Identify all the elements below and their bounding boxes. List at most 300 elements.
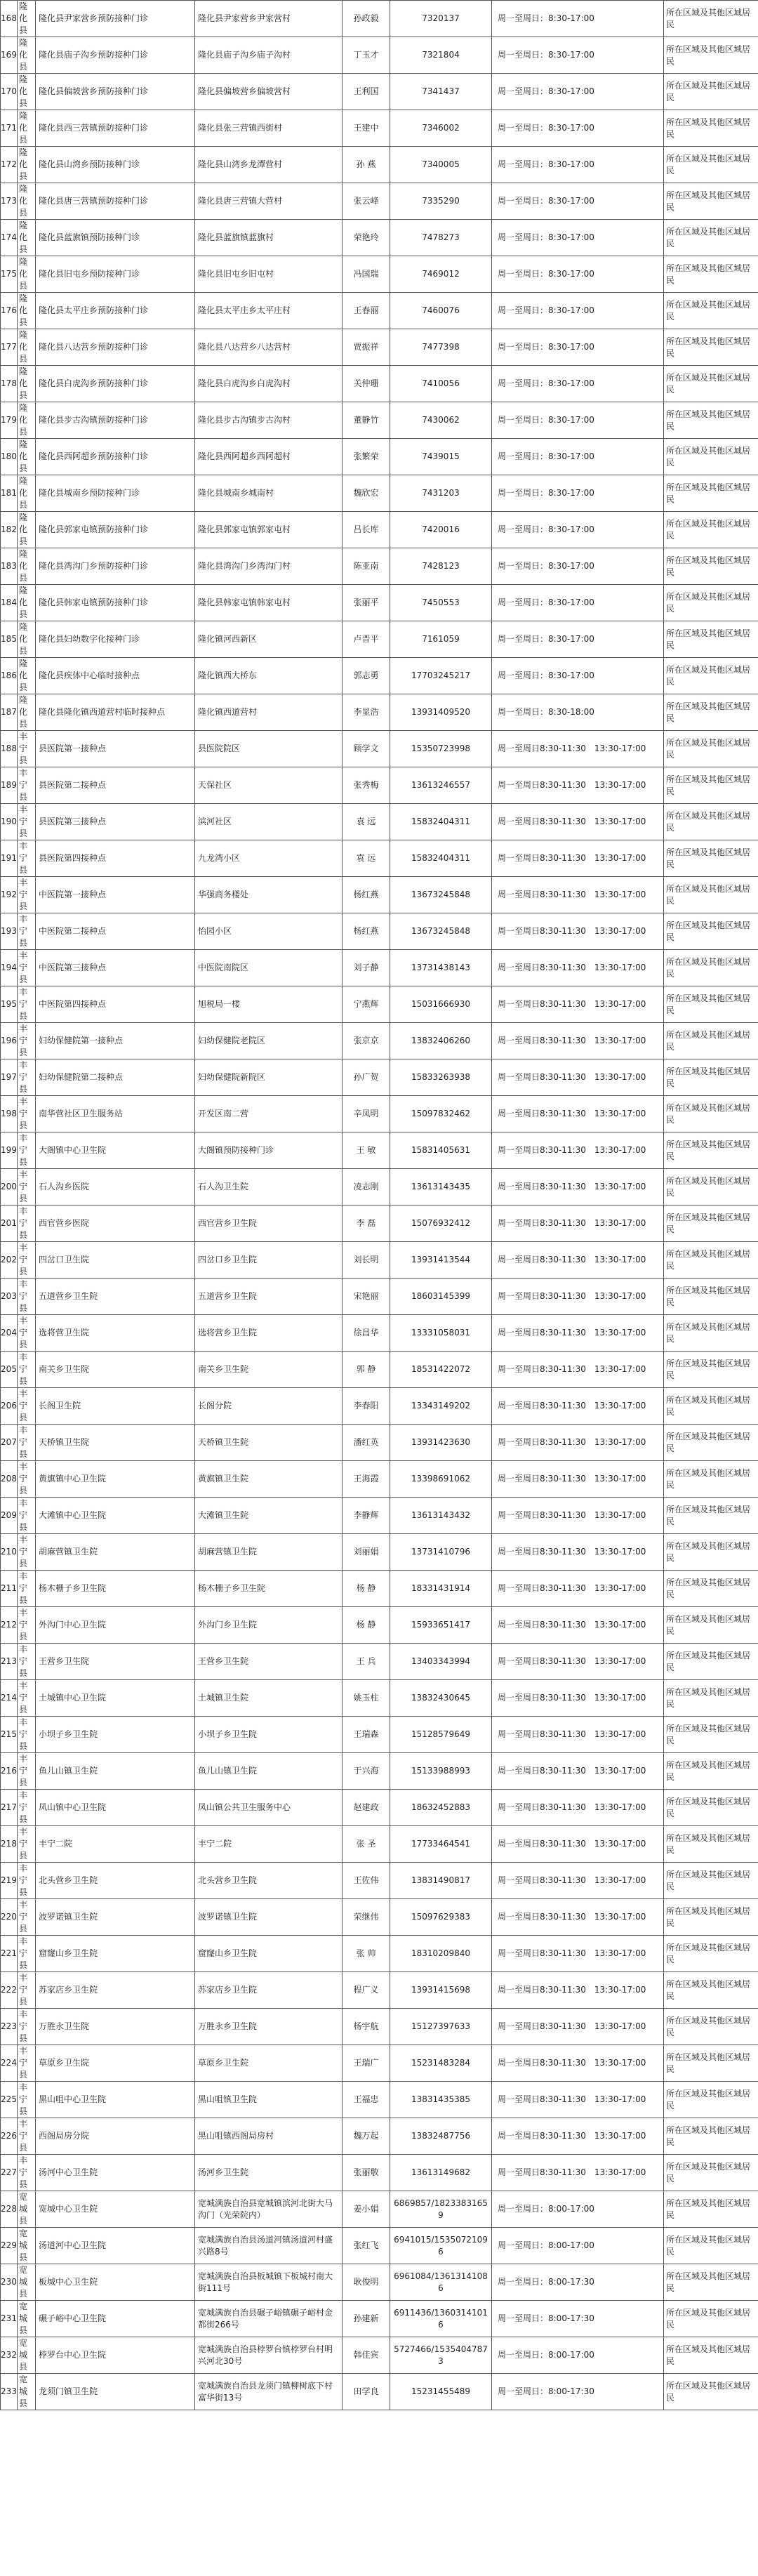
site-name-cell: 中医院第四接种点 bbox=[36, 986, 195, 1023]
contact-person-cell: 王佐伟 bbox=[343, 1863, 390, 1899]
district-cell: 丰宁县 bbox=[18, 1425, 36, 1461]
row-number: 189 bbox=[1, 767, 18, 804]
site-name-cell: 隆化县偏坡营乡预防接种门诊 bbox=[36, 74, 195, 110]
site-name-cell: 汤道河中心卫生院 bbox=[36, 2228, 195, 2264]
site-name-cell: 丰宁二院 bbox=[36, 1826, 195, 1863]
table-row bbox=[1, 658, 758, 694]
table-row bbox=[1, 74, 758, 110]
row-number: 214 bbox=[1, 1680, 18, 1717]
address-cell: 西官营乡卫生院 bbox=[195, 1206, 343, 1242]
site-name-cell: 妇幼保健院第二接种点 bbox=[36, 1059, 195, 1096]
contact-person-cell: 陈亚南 bbox=[343, 548, 390, 585]
district-cell: 丰宁县 bbox=[18, 2118, 36, 2155]
phone-cell: 7477398 bbox=[390, 329, 492, 366]
table-row bbox=[1, 1425, 758, 1461]
row-number: 203 bbox=[1, 1279, 18, 1315]
district-cell: 隆化县 bbox=[18, 74, 36, 110]
contact-person-cell: 王 敏 bbox=[343, 1132, 390, 1169]
row-number: 188 bbox=[1, 731, 18, 767]
contact-person-cell: 刘丽娟 bbox=[343, 1534, 390, 1571]
district-cell: 丰宁县 bbox=[18, 1826, 36, 1863]
service-scope-cell: 所在区域及其他区域居民 bbox=[664, 913, 758, 950]
service-scope-cell: 所在区域及其他区域居民 bbox=[664, 1279, 758, 1315]
district-cell: 隆化县 bbox=[18, 548, 36, 585]
contact-person-cell: 张丽平 bbox=[343, 585, 390, 621]
row-number: 193 bbox=[1, 913, 18, 950]
row-number: 218 bbox=[1, 1826, 18, 1863]
address-cell: 宽城满族自治县宽城镇滨河北街大马沟门（光荣院内） bbox=[195, 2191, 343, 2228]
phone-cell: 15133988993 bbox=[390, 1753, 492, 1790]
address-cell: 隆化县庙子沟乡庙子沟村 bbox=[195, 37, 343, 74]
table-row bbox=[1, 548, 758, 585]
site-name-cell: 苏家店乡卫生院 bbox=[36, 1972, 195, 2009]
service-hours-cell: 周一至周日：8:00-17:30 bbox=[492, 2264, 664, 2301]
phone-cell: 7320137 bbox=[390, 1, 492, 37]
address-cell: 黑山咀镇西阁局房村 bbox=[195, 2118, 343, 2155]
phone-cell: 15231455489 bbox=[390, 2374, 492, 2410]
service-hours-cell: 周一至周日8:30-11:30 13:30-17:00 bbox=[492, 1425, 664, 1461]
site-name-cell: 中医院第一接种点 bbox=[36, 877, 195, 913]
address-cell: 胡麻营镇卫生院 bbox=[195, 1534, 343, 1571]
phone-cell: 13673245848 bbox=[390, 913, 492, 950]
service-hours-cell: 周一至周日：8:30-18:00 bbox=[492, 694, 664, 731]
site-name-cell: 大滩镇中心卫生院 bbox=[36, 1498, 195, 1534]
table-row bbox=[1, 256, 758, 293]
service-hours-cell: 周一至周日8:30-11:30 13:30-17:00 bbox=[492, 986, 664, 1023]
address-cell: 隆化镇西大桥东 bbox=[195, 658, 343, 694]
contact-person-cell: 李静辉 bbox=[343, 1498, 390, 1534]
district-cell: 隆化县 bbox=[18, 402, 36, 439]
contact-person-cell: 孙建新 bbox=[343, 2301, 390, 2337]
address-cell: 隆化县偏坡营乡偏坡营村 bbox=[195, 74, 343, 110]
phone-cell: 18310209840 bbox=[390, 1936, 492, 1972]
row-number: 181 bbox=[1, 475, 18, 512]
address-cell: 开发区南二营 bbox=[195, 1096, 343, 1132]
contact-person-cell: 张云峰 bbox=[343, 183, 390, 220]
address-cell: 凤山镇公共卫生服务中心 bbox=[195, 1790, 343, 1826]
district-cell: 丰宁县 bbox=[18, 2155, 36, 2191]
table-row bbox=[1, 913, 758, 950]
contact-person-cell: 荣继伟 bbox=[343, 1899, 390, 1936]
row-number: 200 bbox=[1, 1169, 18, 1206]
contact-person-cell: 王春丽 bbox=[343, 293, 390, 329]
service-hours-cell: 周一至周日：8:30-17:00 bbox=[492, 402, 664, 439]
table-row bbox=[1, 950, 758, 986]
service-hours-cell: 周一至周日：8:30-17:00 bbox=[492, 256, 664, 293]
row-number: 206 bbox=[1, 1388, 18, 1425]
row-number: 216 bbox=[1, 1753, 18, 1790]
table-row bbox=[1, 110, 758, 147]
table-row bbox=[1, 439, 758, 475]
address-cell: 中医院南院区 bbox=[195, 950, 343, 986]
district-cell: 宽城县 bbox=[18, 2264, 36, 2301]
contact-person-cell: 张繁荣 bbox=[343, 439, 390, 475]
service-hours-cell: 周一至周日8:30-11:30 13:30-17:00 bbox=[492, 1242, 664, 1279]
service-scope-cell: 所在区域及其他区域居民 bbox=[664, 1534, 758, 1571]
phone-cell: 13831435385 bbox=[390, 2082, 492, 2118]
district-cell: 丰宁县 bbox=[18, 1936, 36, 1972]
district-cell: 丰宁县 bbox=[18, 2009, 36, 2045]
service-scope-cell: 所在区域及其他区域居民 bbox=[664, 1388, 758, 1425]
phone-cell: 7430062 bbox=[390, 402, 492, 439]
service-scope-cell: 所在区域及其他区域居民 bbox=[664, 2009, 758, 2045]
district-cell: 隆化县 bbox=[18, 475, 36, 512]
address-cell: 苏家店乡卫生院 bbox=[195, 1972, 343, 2009]
contact-person-cell: 郭 静 bbox=[343, 1352, 390, 1388]
row-number: 202 bbox=[1, 1242, 18, 1279]
address-cell: 旭税局一楼 bbox=[195, 986, 343, 1023]
address-cell: 妇幼保健院老院区 bbox=[195, 1023, 343, 1059]
service-scope-cell: 所在区域及其他区域居民 bbox=[664, 37, 758, 74]
district-cell: 丰宁县 bbox=[18, 1461, 36, 1498]
phone-cell: 13398691062 bbox=[390, 1461, 492, 1498]
service-hours-cell: 周一至周日：8:30-17:00 bbox=[492, 183, 664, 220]
service-scope-cell: 所在区域及其他区域居民 bbox=[664, 1315, 758, 1352]
service-scope-cell: 所在区域及其他区域居民 bbox=[664, 293, 758, 329]
phone-cell: 7346002 bbox=[390, 110, 492, 147]
service-scope-cell: 所在区域及其他区域居民 bbox=[664, 1023, 758, 1059]
address-cell: 隆化县唐三营镇大营村 bbox=[195, 183, 343, 220]
address-cell: 大滩镇卫生院 bbox=[195, 1498, 343, 1534]
service-hours-cell: 周一至周日：8:00-17:00 bbox=[492, 2337, 664, 2374]
address-cell: 隆化县山湾乡龙潭营村 bbox=[195, 147, 343, 183]
row-number: 233 bbox=[1, 2374, 18, 2410]
service-scope-cell: 所在区域及其他区域居民 bbox=[664, 2155, 758, 2191]
row-number: 208 bbox=[1, 1461, 18, 1498]
table-row bbox=[1, 183, 758, 220]
service-scope-cell: 所在区域及其他区域居民 bbox=[664, 1863, 758, 1899]
phone-cell: 15933651417 bbox=[390, 1607, 492, 1644]
site-name-cell: 汤河中心卫生院 bbox=[36, 2155, 195, 2191]
phone-cell: 15031666930 bbox=[390, 986, 492, 1023]
service-scope-cell: 所在区域及其他区域居民 bbox=[664, 877, 758, 913]
phone-cell: 7410056 bbox=[390, 366, 492, 402]
row-number: 174 bbox=[1, 220, 18, 256]
address-cell: 怡园小区 bbox=[195, 913, 343, 950]
district-cell: 丰宁县 bbox=[18, 731, 36, 767]
row-number: 196 bbox=[1, 1023, 18, 1059]
table-row bbox=[1, 1388, 758, 1425]
service-scope-cell: 所在区域及其他区域居民 bbox=[664, 1425, 758, 1461]
service-scope-cell: 所在区域及其他区域居民 bbox=[664, 1826, 758, 1863]
service-scope-cell: 所在区域及其他区域居民 bbox=[664, 767, 758, 804]
site-name-cell: 隆化县疾体中心临时接种点 bbox=[36, 658, 195, 694]
row-number: 190 bbox=[1, 804, 18, 840]
address-cell: 丰宁二院 bbox=[195, 1826, 343, 1863]
service-scope-cell: 所在区域及其他区域居民 bbox=[664, 1352, 758, 1388]
row-number: 176 bbox=[1, 293, 18, 329]
district-cell: 宽城县 bbox=[18, 2228, 36, 2264]
row-number: 171 bbox=[1, 110, 18, 147]
contact-person-cell: 李显浩 bbox=[343, 694, 390, 731]
table-row bbox=[1, 1132, 758, 1169]
contact-person-cell: 张红飞 bbox=[343, 2228, 390, 2264]
service-scope-cell: 所在区域及其他区域居民 bbox=[664, 1461, 758, 1498]
row-number: 184 bbox=[1, 585, 18, 621]
phone-cell: 13613143435 bbox=[390, 1169, 492, 1206]
service-hours-cell: 周一至周日8:30-11:30 13:30-17:00 bbox=[492, 913, 664, 950]
service-hours-cell: 周一至周日：8:30-17:00 bbox=[492, 110, 664, 147]
address-cell: 草原乡卫生院 bbox=[195, 2045, 343, 2082]
address-cell: 选将营乡卫生院 bbox=[195, 1315, 343, 1352]
contact-person-cell: 杨宇航 bbox=[343, 2009, 390, 2045]
site-name-cell: 龙须门镇卫生院 bbox=[36, 2374, 195, 2410]
service-scope-cell: 所在区域及其他区域居民 bbox=[664, 804, 758, 840]
service-scope-cell: 所在区域及其他区域居民 bbox=[664, 1972, 758, 2009]
district-cell: 丰宁县 bbox=[18, 1388, 36, 1425]
site-name-cell: 隆化县山湾乡预防接种门诊 bbox=[36, 147, 195, 183]
contact-person-cell: 辛凤明 bbox=[343, 1096, 390, 1132]
phone-cell: 7469012 bbox=[390, 256, 492, 293]
table-row bbox=[1, 2301, 758, 2337]
district-cell: 隆化县 bbox=[18, 147, 36, 183]
contact-person-cell: 董静竹 bbox=[343, 402, 390, 439]
service-scope-cell: 所在区域及其他区域居民 bbox=[664, 621, 758, 658]
service-hours-cell: 周一至周日8:30-11:30 13:30-17:00 bbox=[492, 1680, 664, 1717]
service-hours-cell: 周一至周日：8:30-17:00 bbox=[492, 366, 664, 402]
row-number: 169 bbox=[1, 37, 18, 74]
address-cell: 隆化镇西道营村 bbox=[195, 694, 343, 731]
table-row bbox=[1, 2118, 758, 2155]
district-cell: 隆化县 bbox=[18, 37, 36, 74]
address-cell: 五道营乡卫生院 bbox=[195, 1279, 343, 1315]
table-row bbox=[1, 2264, 758, 2301]
address-cell: 滨河社区 bbox=[195, 804, 343, 840]
district-cell: 丰宁县 bbox=[18, 840, 36, 877]
site-name-cell: 西官营乡医院 bbox=[36, 1206, 195, 1242]
district-cell: 宽城县 bbox=[18, 2337, 36, 2374]
site-name-cell: 中医院第二接种点 bbox=[36, 913, 195, 950]
table-row bbox=[1, 366, 758, 402]
address-cell: 九龙湾小区 bbox=[195, 840, 343, 877]
site-name-cell: 四岔口卫生院 bbox=[36, 1242, 195, 1279]
phone-cell: 5727466/15354047873 bbox=[390, 2337, 492, 2374]
phone-cell: 13931409520 bbox=[390, 694, 492, 731]
district-cell: 丰宁县 bbox=[18, 1863, 36, 1899]
site-name-cell: 妇幼保健院第一接种点 bbox=[36, 1023, 195, 1059]
address-cell: 杨木栅子乡卫生院 bbox=[195, 1571, 343, 1607]
service-scope-cell: 所在区域及其他区域居民 bbox=[664, 1132, 758, 1169]
district-cell: 丰宁县 bbox=[18, 1644, 36, 1680]
phone-cell: 13831490817 bbox=[390, 1863, 492, 1899]
site-name-cell: 杨木栅子乡卫生院 bbox=[36, 1571, 195, 1607]
row-number: 228 bbox=[1, 2191, 18, 2228]
table-row bbox=[1, 475, 758, 512]
address-cell: 四岔口乡卫生院 bbox=[195, 1242, 343, 1279]
table-row bbox=[1, 1753, 758, 1790]
district-cell: 隆化县 bbox=[18, 256, 36, 293]
contact-person-cell: 于兴海 bbox=[343, 1753, 390, 1790]
service-scope-cell: 所在区域及其他区域居民 bbox=[664, 110, 758, 147]
contact-person-cell: 卢晋平 bbox=[343, 621, 390, 658]
table-row bbox=[1, 1899, 758, 1936]
service-scope-cell: 所在区域及其他区域居民 bbox=[664, 548, 758, 585]
phone-cell: 6941015/15350721096 bbox=[390, 2228, 492, 2264]
row-number: 175 bbox=[1, 256, 18, 293]
service-scope-cell: 所在区域及其他区域居民 bbox=[664, 1899, 758, 1936]
table-row bbox=[1, 1315, 758, 1352]
district-cell: 丰宁县 bbox=[18, 986, 36, 1023]
district-cell: 宽城县 bbox=[18, 2374, 36, 2410]
contact-person-cell: 宁燕辉 bbox=[343, 986, 390, 1023]
phone-cell: 15097629383 bbox=[390, 1899, 492, 1936]
service-hours-cell: 周一至周日8:30-11:30 13:30-17:00 bbox=[492, 2009, 664, 2045]
table-row bbox=[1, 329, 758, 366]
contact-person-cell: 张 帅 bbox=[343, 1936, 390, 1972]
district-cell: 隆化县 bbox=[18, 585, 36, 621]
phone-cell: 13731410796 bbox=[390, 1534, 492, 1571]
service-scope-cell: 所在区域及其他区域居民 bbox=[664, 1753, 758, 1790]
phone-cell: 7431203 bbox=[390, 475, 492, 512]
phone-cell: 13832430645 bbox=[390, 1680, 492, 1717]
service-scope-cell: 所在区域及其他区域居民 bbox=[664, 329, 758, 366]
service-hours-cell: 周一至周日8:30-11:30 13:30-17:00 bbox=[492, 1790, 664, 1826]
district-cell: 丰宁县 bbox=[18, 1717, 36, 1753]
contact-person-cell: 孙广贺 bbox=[343, 1059, 390, 1096]
service-scope-cell: 所在区域及其他区域居民 bbox=[664, 2337, 758, 2374]
table-row bbox=[1, 2082, 758, 2118]
contact-person-cell: 王建中 bbox=[343, 110, 390, 147]
row-number: 192 bbox=[1, 877, 18, 913]
address-cell: 隆化县蓝旗镇蓝旗村 bbox=[195, 220, 343, 256]
contact-person-cell: 田学良 bbox=[343, 2374, 390, 2410]
service-hours-cell: 周一至周日8:30-11:30 13:30-17:00 bbox=[492, 1936, 664, 1972]
row-number: 198 bbox=[1, 1096, 18, 1132]
site-name-cell: 县医院第四接种点 bbox=[36, 840, 195, 877]
service-hours-cell: 周一至周日8:30-11:30 13:30-17:00 bbox=[492, 1644, 664, 1680]
site-name-cell: 隆化县蓝旗镇预防接种门诊 bbox=[36, 220, 195, 256]
district-cell: 丰宁县 bbox=[18, 1132, 36, 1169]
phone-cell: 7340005 bbox=[390, 147, 492, 183]
table-row bbox=[1, 2009, 758, 2045]
phone-cell: 13673245848 bbox=[390, 877, 492, 913]
site-name-cell: 大阁镇中心卫生院 bbox=[36, 1132, 195, 1169]
table-row bbox=[1, 1680, 758, 1717]
service-hours-cell: 周一至周日8:30-11:30 13:30-17:00 bbox=[492, 2082, 664, 2118]
contact-person-cell: 杨 静 bbox=[343, 1607, 390, 1644]
site-name-cell: 鱼儿山镇卫生院 bbox=[36, 1753, 195, 1790]
contact-person-cell: 姚玉柱 bbox=[343, 1680, 390, 1717]
address-cell: 隆化县步古沟镇步古沟村 bbox=[195, 402, 343, 439]
site-name-cell: 隆化县西三营镇预防接种门诊 bbox=[36, 110, 195, 147]
site-name-cell: 隆化县旧屯乡预防接种门诊 bbox=[36, 256, 195, 293]
service-scope-cell: 所在区域及其他区域居民 bbox=[664, 1717, 758, 1753]
district-cell: 丰宁县 bbox=[18, 1352, 36, 1388]
contact-person-cell: 张丽敬 bbox=[343, 2155, 390, 2191]
service-scope-cell: 所在区域及其他区域居民 bbox=[664, 2228, 758, 2264]
address-cell: 隆化县白虎沟乡白虎沟村 bbox=[195, 366, 343, 402]
phone-cell: 13931413544 bbox=[390, 1242, 492, 1279]
contact-person-cell: 徐昌华 bbox=[343, 1315, 390, 1352]
table-row bbox=[1, 804, 758, 840]
service-hours-cell: 周一至周日8:30-11:30 13:30-17:00 bbox=[492, 840, 664, 877]
contact-person-cell: 凌志刚 bbox=[343, 1169, 390, 1206]
service-scope-cell: 所在区域及其他区域居民 bbox=[664, 2045, 758, 2082]
row-number: 223 bbox=[1, 2009, 18, 2045]
service-scope-cell: 所在区域及其他区域居民 bbox=[664, 183, 758, 220]
site-name-cell: 草原乡卫生院 bbox=[36, 2045, 195, 2082]
row-number: 209 bbox=[1, 1498, 18, 1534]
address-cell: 天桥镇卫生院 bbox=[195, 1425, 343, 1461]
contact-person-cell: 刘长明 bbox=[343, 1242, 390, 1279]
service-scope-cell: 所在区域及其他区域居民 bbox=[664, 950, 758, 986]
row-number: 172 bbox=[1, 147, 18, 183]
district-cell: 隆化县 bbox=[18, 329, 36, 366]
phone-cell: 13403343994 bbox=[390, 1644, 492, 1680]
address-cell: 隆化镇河西新区 bbox=[195, 621, 343, 658]
site-name-cell: 南关乡卫生院 bbox=[36, 1352, 195, 1388]
address-cell: 鱼儿山镇卫生院 bbox=[195, 1753, 343, 1790]
row-number: 183 bbox=[1, 548, 18, 585]
service-hours-cell: 周一至周日8:30-11:30 13:30-17:00 bbox=[492, 1972, 664, 2009]
service-hours-cell: 周一至周日：8:00-17:00 bbox=[492, 2228, 664, 2264]
row-number: 222 bbox=[1, 1972, 18, 2009]
address-cell: 长阁分院 bbox=[195, 1388, 343, 1425]
row-number: 195 bbox=[1, 986, 18, 1023]
table-row bbox=[1, 37, 758, 74]
site-name-cell: 宽城中心卫生院 bbox=[36, 2191, 195, 2228]
phone-cell: 15832404311 bbox=[390, 840, 492, 877]
contact-person-cell: 刘子静 bbox=[343, 950, 390, 986]
service-scope-cell: 所在区域及其他区域居民 bbox=[664, 439, 758, 475]
table-row bbox=[1, 1607, 758, 1644]
contact-person-cell: 韩佳宾 bbox=[343, 2337, 390, 2374]
district-cell: 隆化县 bbox=[18, 183, 36, 220]
table-row bbox=[1, 731, 758, 767]
service-hours-cell: 周一至周日：8:00-17:30 bbox=[492, 2301, 664, 2337]
site-name-cell: 隆化县湾沟门乡预防接种门诊 bbox=[36, 548, 195, 585]
phone-cell: 7478273 bbox=[390, 220, 492, 256]
contact-person-cell: 赵建政 bbox=[343, 1790, 390, 1826]
address-cell: 妇幼保健院新院区 bbox=[195, 1059, 343, 1096]
phone-cell: 13331058031 bbox=[390, 1315, 492, 1352]
district-cell: 丰宁县 bbox=[18, 1242, 36, 1279]
contact-person-cell: 袁 远 bbox=[343, 804, 390, 840]
contact-person-cell: 李春阳 bbox=[343, 1388, 390, 1425]
table-row bbox=[1, 147, 758, 183]
site-name-cell: 五道营乡卫生院 bbox=[36, 1279, 195, 1315]
contact-person-cell: 程广义 bbox=[343, 1972, 390, 2009]
contact-person-cell: 姜小娟 bbox=[343, 2191, 390, 2228]
site-name-cell: 隆化县步古沟镇预防接种门诊 bbox=[36, 402, 195, 439]
row-number: 231 bbox=[1, 2301, 18, 2337]
phone-cell: 13832406260 bbox=[390, 1023, 492, 1059]
service-scope-cell: 所在区域及其他区域居民 bbox=[664, 658, 758, 694]
address-cell: 北头营乡卫生院 bbox=[195, 1863, 343, 1899]
row-number: 178 bbox=[1, 366, 18, 402]
service-scope-cell: 所在区域及其他区域居民 bbox=[664, 366, 758, 402]
phone-cell: 7161059 bbox=[390, 621, 492, 658]
address-cell: 汤河乡卫生院 bbox=[195, 2155, 343, 2191]
phone-cell: 6869857/18233831659 bbox=[390, 2191, 492, 2228]
district-cell: 丰宁县 bbox=[18, 1571, 36, 1607]
site-name-cell: 黑山咀中心卫生院 bbox=[36, 2082, 195, 2118]
row-number: 179 bbox=[1, 402, 18, 439]
phone-cell: 13931423630 bbox=[390, 1425, 492, 1461]
contact-person-cell: 杨红燕 bbox=[343, 913, 390, 950]
site-name-cell: 石人沟乡医院 bbox=[36, 1169, 195, 1206]
district-cell: 丰宁县 bbox=[18, 950, 36, 986]
table-row bbox=[1, 1461, 758, 1498]
table-row bbox=[1, 1206, 758, 1242]
table-row bbox=[1, 877, 758, 913]
site-name-cell: 县医院第一接种点 bbox=[36, 731, 195, 767]
table-row bbox=[1, 1863, 758, 1899]
service-scope-cell: 所在区域及其他区域居民 bbox=[664, 2374, 758, 2410]
district-cell: 丰宁县 bbox=[18, 913, 36, 950]
phone-cell: 17703245217 bbox=[390, 658, 492, 694]
address-cell: 小坝子乡卫生院 bbox=[195, 1717, 343, 1753]
